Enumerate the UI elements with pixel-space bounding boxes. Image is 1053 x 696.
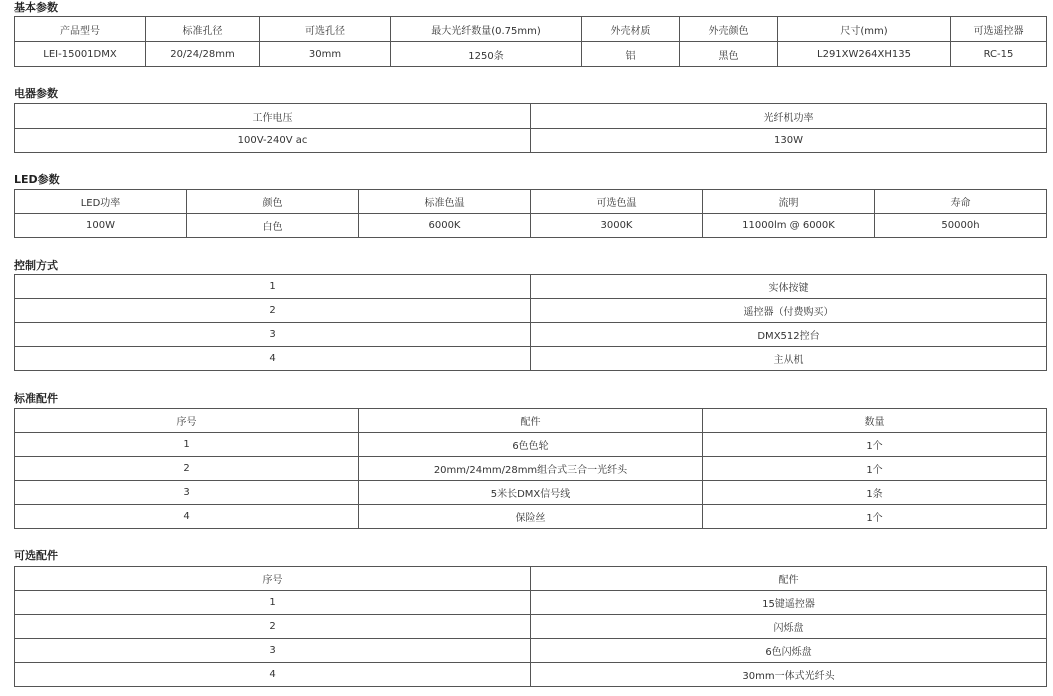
section-title-control: 控制方式	[14, 259, 58, 272]
table-cell: 4	[15, 663, 531, 687]
table-cell: 3	[15, 481, 359, 505]
header-cell: 可选遥控器	[951, 17, 1047, 42]
table-cell: DMX512控台	[531, 323, 1047, 347]
header-cell: 配件	[531, 567, 1047, 591]
table-cell: 6色色轮	[359, 433, 703, 457]
header-cell: 标准孔径	[146, 17, 260, 42]
table-row	[15, 591, 1047, 615]
table-row	[15, 42, 1047, 67]
standard-parts-table	[14, 408, 1047, 529]
table-row	[15, 214, 1047, 238]
table-cell: 白色	[187, 214, 359, 238]
table-cell: 11000lm @ 6000K	[703, 214, 875, 238]
table-cell: 3000K	[531, 214, 703, 238]
section-title-standard-parts: 标准配件	[14, 392, 58, 405]
table-row	[15, 663, 1047, 687]
section-title-basic: 基本参数	[14, 1, 58, 14]
table-cell: 主从机	[531, 347, 1047, 371]
header-cell: 外壳材质	[582, 17, 680, 42]
table-cell: 1250条	[391, 42, 582, 67]
table-cell: LEI-15001DMX	[15, 42, 146, 67]
table-cell: 130W	[531, 129, 1047, 153]
header-cell: 可选孔径	[260, 17, 391, 42]
header-cell: 序号	[15, 567, 531, 591]
table-header-row	[15, 17, 1047, 42]
table-header-row	[15, 409, 1047, 433]
optional-parts-table	[14, 566, 1047, 687]
table-header-row	[15, 567, 1047, 591]
table-cell: 3	[15, 323, 531, 347]
table-cell: 铝	[582, 42, 680, 67]
table-cell: 2	[15, 457, 359, 481]
table-cell: 100V-240V ac	[15, 129, 531, 153]
table-cell: 1	[15, 591, 531, 615]
section-title-electrical: 电器参数	[14, 87, 58, 100]
table-header-row	[15, 190, 1047, 214]
header-cell: 光纤机功率	[531, 104, 1047, 129]
table-cell: RC-15	[951, 42, 1047, 67]
table-cell: 3	[15, 639, 531, 663]
table-cell: 50000h	[875, 214, 1047, 238]
table-cell: 实体按键	[531, 275, 1047, 299]
table-cell: 6000K	[359, 214, 531, 238]
table-header-row	[15, 104, 1047, 129]
section-title-led: LED参数	[14, 173, 60, 186]
table-cell: 30mm	[260, 42, 391, 67]
table-row	[15, 299, 1047, 323]
header-cell: 流明	[703, 190, 875, 214]
header-cell: 工作电压	[15, 104, 531, 129]
table-cell: L291XW264XH135	[778, 42, 951, 67]
table-row	[15, 129, 1047, 153]
header-cell: 尺寸(mm)	[778, 17, 951, 42]
table-cell: 5米长DMX信号线	[359, 481, 703, 505]
table-row	[15, 347, 1047, 371]
table-cell: 30mm一体式光纤头	[531, 663, 1047, 687]
table-cell: 1	[15, 275, 531, 299]
table-row	[15, 275, 1047, 299]
table-cell: 4	[15, 505, 359, 529]
section-title-optional-parts: 可选配件	[14, 549, 58, 562]
table-cell: 20mm/24mm/28mm组合式三合一光纤头	[359, 457, 703, 481]
table-cell: 1个	[703, 433, 1047, 457]
table-cell: 黑色	[680, 42, 778, 67]
table-row	[15, 639, 1047, 663]
table-cell: 20/24/28mm	[146, 42, 260, 67]
header-cell: 配件	[359, 409, 703, 433]
table-row	[15, 505, 1047, 529]
table-cell: 1条	[703, 481, 1047, 505]
header-cell: 可选色温	[531, 190, 703, 214]
table-cell: 闪烁盘	[531, 615, 1047, 639]
basic-params-table	[14, 16, 1047, 67]
table-row	[15, 323, 1047, 347]
table-row	[15, 457, 1047, 481]
header-cell: 产品型号	[15, 17, 146, 42]
table-cell: 1	[15, 433, 359, 457]
header-cell: LED功率	[15, 190, 187, 214]
header-cell: 寿命	[875, 190, 1047, 214]
table-cell: 2	[15, 299, 531, 323]
table-cell: 2	[15, 615, 531, 639]
header-cell: 数量	[703, 409, 1047, 433]
header-cell: 颜色	[187, 190, 359, 214]
header-cell: 标准色温	[359, 190, 531, 214]
header-cell: 最大光纤数量(0.75mm)	[391, 17, 582, 42]
header-cell: 外壳颜色	[680, 17, 778, 42]
control-mode-table	[14, 274, 1047, 371]
table-row	[15, 615, 1047, 639]
table-cell: 15键遥控器	[531, 591, 1047, 615]
table-row	[15, 433, 1047, 457]
led-params-table	[14, 189, 1047, 238]
table-cell: 保险丝	[359, 505, 703, 529]
table-cell: 1个	[703, 505, 1047, 529]
table-row	[15, 481, 1047, 505]
table-cell: 100W	[15, 214, 187, 238]
electrical-params-table	[14, 103, 1047, 153]
table-cell: 遥控器（付费购买）	[531, 299, 1047, 323]
table-cell: 6色闪烁盘	[531, 639, 1047, 663]
table-cell: 1个	[703, 457, 1047, 481]
table-cell: 4	[15, 347, 531, 371]
header-cell: 序号	[15, 409, 359, 433]
